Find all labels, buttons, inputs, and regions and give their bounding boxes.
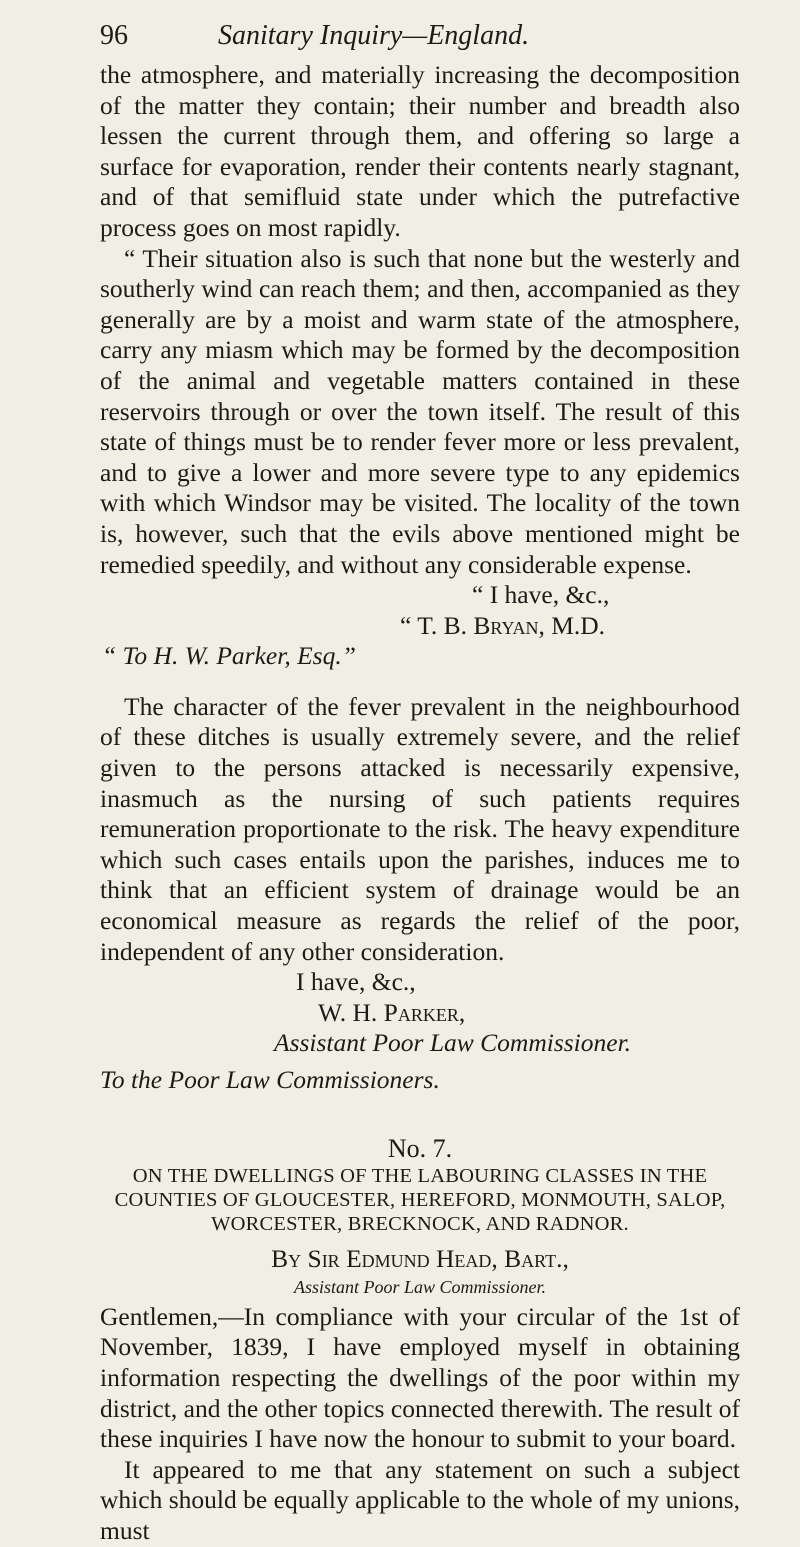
letter2-signoff bbox=[100, 967, 740, 1095]
section-author-title: Assistant Poor Law Commissioner. bbox=[293, 1276, 547, 1297]
page-number: 96 bbox=[100, 20, 128, 51]
section-heading bbox=[100, 1134, 740, 1298]
paragraph: It appeared to me that any statement on such a subject which should be equally applicable to the whole of my unions, must bbox=[100, 1454, 740, 1545]
paragraph: the atmosphere, and materially increasing the decomposition of the matter they contain; their number and breadth also lessen the current through them, and offering so large a surface for evaporation, render their contents nearly stagnant, and of that semifluid state under which the putrefactive process goes on most rapidly. bbox=[100, 60, 740, 242]
section-author: By Sir Edmund Head, Bart., bbox=[271, 1244, 569, 1274]
page-header bbox=[100, 20, 740, 60]
section-number: No. 7. bbox=[387, 1133, 453, 1163]
signatory-title: Assistant Poor Law Commissioner. bbox=[274, 1028, 632, 1058]
signature: “ T. B. Bryan, M.D. bbox=[400, 610, 606, 640]
closing: I have, &c., bbox=[296, 967, 416, 997]
addressee: To the Poor Law Commissioners. bbox=[100, 1065, 440, 1094]
letter1-signoff bbox=[100, 580, 740, 672]
running-title: Sanitary Inquiry—England. bbox=[218, 20, 530, 51]
signature: W. H. Parker, bbox=[318, 997, 466, 1027]
section-title: ON THE DWELLINGS OF THE LABOURING CLASSES IN THE COUNTIES OF GLOUCESTER, HEREFORD, MONMOUTH, SALOP, WORCESTER, BRECKNOCK, AND RADNOR. bbox=[114, 1165, 726, 1236]
addressee: “ To H. W. Parker, Esq.” bbox=[102, 641, 356, 671]
paragraph: “ Their situation also is such that none but the westerly and southerly wind can reach them; and then, accompanied as they generally are by a moist and warm state of the atmosphere, carry any miasm which may be formed by the decomposition of the animal and vegetable matters contained in these reservoirs through or over the town itself. The result of this state of things must be to render fever more or less prevalent, and to give a lower and more severe type to any epidemics with which Windsor may be visited. The locality of the town is, however, such that the evils above mentioned might be remedied speedily, and without any considerable expense. bbox=[100, 243, 740, 579]
paragraph: Gentlemen,—In compliance with your circular of the 1st of November, 1839, I have employed myself in obtaining information respecting the dwellings of the poor within my district, and the other topics connected therewith. The result of these inquiries I have now the honour to submit to your board. bbox=[100, 1301, 740, 1454]
closing: “ I have, &c., bbox=[472, 580, 610, 610]
paragraph: The character of the fever prevalent in the neighbourhood of these ditches is usually extremely severe, and the relief given to the persons attacked is necessarily expensive, inasmuch as the nursing of such patients requires remuneration proportionate to the risk. The heavy expenditure which such cases entails upon the parishes, induces me to think that an efficient system of drainage would be an economical measure as regards the relief of the poor, independent of any other consideration. bbox=[100, 691, 740, 966]
